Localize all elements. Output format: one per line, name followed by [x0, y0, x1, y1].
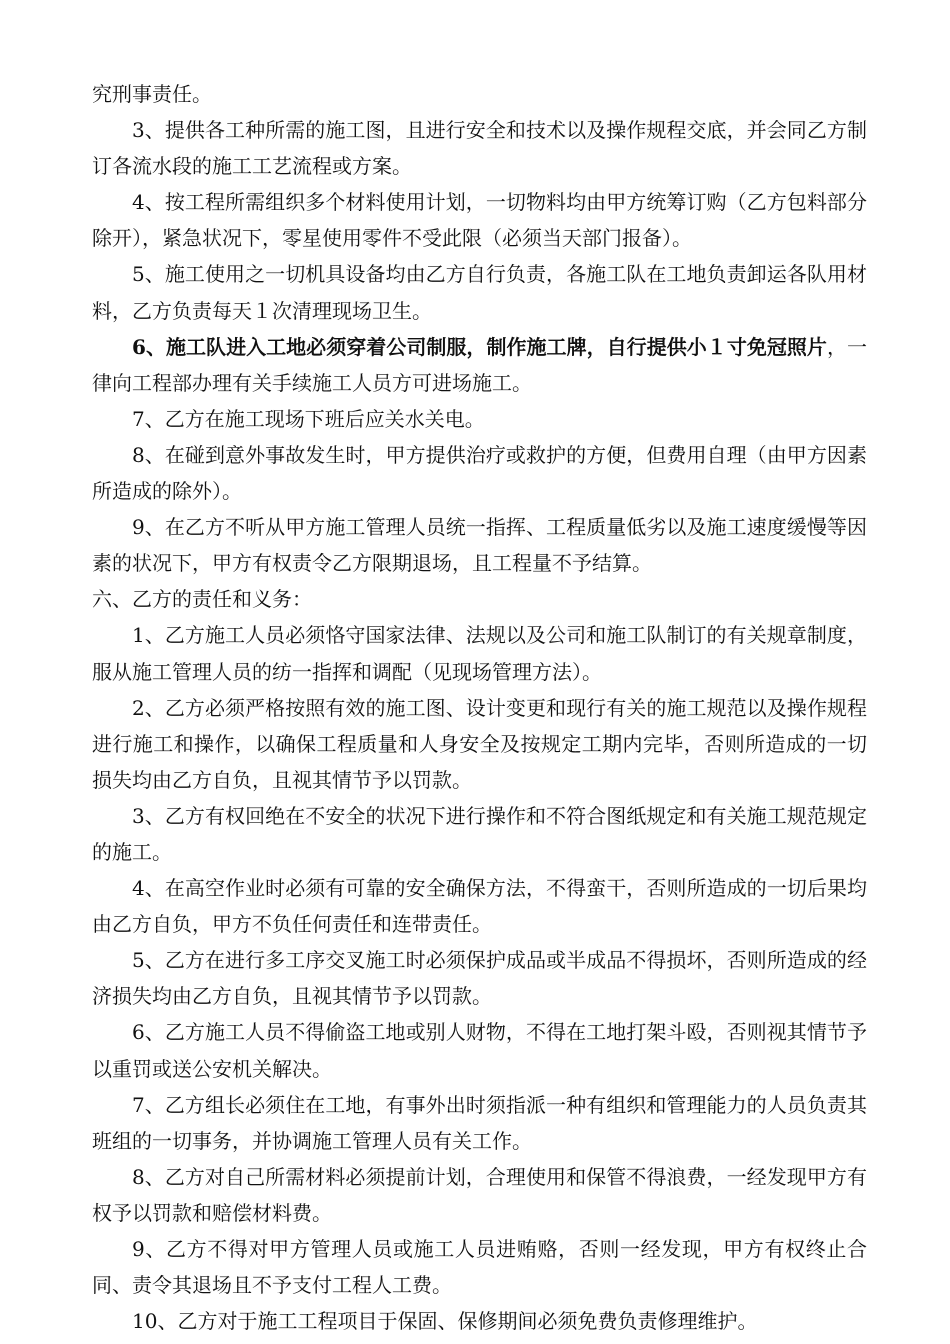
clause-5-6-bold-text: 6、施工队进入工地必须穿着公司制服，制作施工牌，自行提供小１寸免冠照片: [132, 334, 827, 359]
clause-5-9: 9、在乙方不听从甲方施工管理人员统一指挥、工程质量低劣以及施工速度缓慢等因素的状况下，甲方有权责令乙方限期退场，且工程量不予结算。: [92, 515, 867, 576]
clause-5-6-text: ，一律向工程部办理有关手续施工人员方可进场施工。: [92, 334, 867, 395]
clause-6-10: 10、乙方对于施工工程项目于保固、保修期间必须免费负责修理维护。: [132, 1309, 758, 1334]
clause-5-6: [92, 329, 867, 401]
clause-6-6: 6、乙方施工人员不得偷盗工地或别人财物，不得在工地打架斗殴，否则视其情节予以重罚或送公安机关解决。: [92, 1020, 867, 1081]
clause-5-8: 8、在碰到意外事故发生时，甲方提供治疗或救护的方便，但费用自理（由甲方因素所造成的除外）。: [92, 442, 867, 504]
document-page: [92, 76, 867, 1339]
clause-6-8: 8、乙方对自己所需材料必须提前计划，合理使用和保管不得浪费，一经发现甲方有权予以罚款和赔偿材料费。: [92, 1164, 867, 1225]
clause-6-2: 2、乙方必须严格按照有效的施工图、设计变更和现行有关的施工规范以及操作规程进行施工和操作，以确保工程质量和人身安全及按规定工期内完毕，否则所造成的一切损失均由乙方自负，且视其情节予以罚款。: [92, 695, 867, 792]
clause-6-3: 3、乙方有权回绝在不安全的状况下进行操作和不符合图纸规定和有关施工规范规定的施工。: [92, 803, 867, 864]
clause-6-1: 1、乙方施工人员必须恪守国家法律、法规以及公司和施工队制订的有关规章制度，服从施工管理人员的纺一指挥和调配（见现场管理方法）。: [92, 623, 867, 684]
clause-6-7: 7、乙方组长必须住在工地，有事外出时须指派一种有组织和管理能力的人员负责其班组的一切事务，并协调施工管理人员有关工作。: [92, 1092, 867, 1153]
clause-5-5: 5、施工使用之一切机具设备均由乙方自行负责，各施工队在工地负责卸运各队用材料，乙方负责每天１次清理现场卫生。: [92, 262, 867, 323]
clause-5-4: 4、按工程所需组织多个材料使用计划，一切物料均由甲方统筹订购（乙方包料部分除开），紧急状况下，零星使用零件不受此限（必须当天部门报备）。: [92, 190, 867, 251]
clause-6-5: 5、乙方在进行多工序交叉施工时必须保护成品或半成品不得损坏，否则所造成的经济损失均由乙方自负，且视其情节予以罚款。: [92, 948, 867, 1009]
paragraph-continuation: 究刑事责任。: [92, 82, 212, 106]
clause-6-4: 4、在高空作业时必须有可靠的安全确保方法，不得蛮干，否则所造成的一切后果均由乙方自负，甲方不负任何责任和连带责任。: [92, 876, 867, 937]
clause-5-3: 3、提供各工种所需的施工图，且进行安全和技术以及操作规程交底，并会同乙方制订各流水段的施工工艺流程或方案。: [92, 118, 867, 179]
section-heading-6: 六、乙方的责任和义务：: [92, 587, 312, 612]
clause-5-7: 7、乙方在施工现场下班后应关水关电。: [132, 406, 485, 431]
clause-6-9: 9、乙方不得对甲方管理人员或施工人员进贿赂，否则一经发现，甲方有权终止合同、责令其退场且不予支付工程人工费。: [92, 1237, 867, 1298]
